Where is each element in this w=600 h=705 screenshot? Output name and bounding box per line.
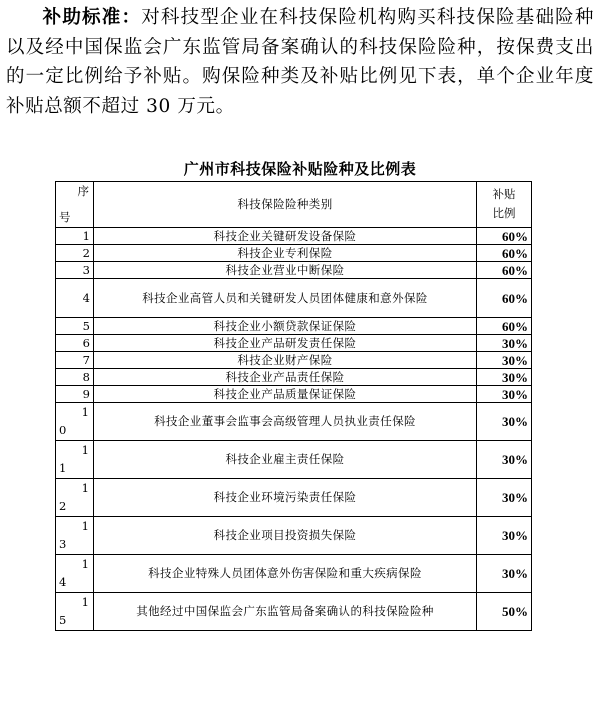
row-rate: 30% <box>477 517 532 555</box>
row-number <box>56 441 94 479</box>
row-rate: 30% <box>477 369 532 386</box>
table-row <box>56 335 532 352</box>
table-row <box>56 403 532 441</box>
row-rate: 30% <box>477 335 532 352</box>
row-number-bottom: 2 <box>59 499 67 513</box>
row-category: 科技企业特殊人员团体意外伤害保险和重大疾病保险 <box>94 555 477 593</box>
row-number: 7 <box>56 352 94 369</box>
row-category: 科技企业财产保险 <box>94 352 477 369</box>
row-number: 3 <box>56 262 94 279</box>
header-rate-top: 补贴 <box>492 188 516 201</box>
row-rate: 30% <box>477 386 532 403</box>
table-row <box>56 369 532 386</box>
row-category: 科技企业董事会监事会高级管理人员执业责任保险 <box>94 403 477 441</box>
row-rate: 60% <box>477 262 532 279</box>
row-number: 9 <box>56 386 94 403</box>
row-category: 其他经过中国保监会广东监管局备案确认的科技保险险种 <box>94 593 477 631</box>
row-rate: 50% <box>477 593 532 631</box>
subsidy-standard-label: 补助标准： <box>42 7 142 28</box>
row-number: 8 <box>56 369 94 386</box>
header-rate-bottom: 比例 <box>492 207 516 220</box>
row-category: 科技企业高管人员和关键研发人员团体健康和意外保险 <box>94 279 477 318</box>
row-number <box>56 593 94 631</box>
subsidy-rate-table <box>55 181 532 631</box>
table-row <box>56 441 532 479</box>
table-row <box>56 555 532 593</box>
row-rate: 30% <box>477 441 532 479</box>
table-row <box>56 262 532 279</box>
row-category: 科技企业产品质量保证保险 <box>94 386 477 403</box>
row-number <box>56 517 94 555</box>
row-number-bottom: 3 <box>59 537 67 551</box>
row-category: 科技企业产品责任保险 <box>94 369 477 386</box>
row-number: 5 <box>56 318 94 335</box>
row-rate: 60% <box>477 228 532 245</box>
row-category: 科技企业项目投资损失保险 <box>94 517 477 555</box>
row-number-top: 1 <box>81 481 89 495</box>
header-number-cell <box>56 182 94 228</box>
row-number: 1 <box>56 228 94 245</box>
table-row <box>56 245 532 262</box>
row-number <box>56 403 94 441</box>
row-number-bottom: 0 <box>59 423 67 437</box>
row-category: 科技企业营业中断保险 <box>94 262 477 279</box>
row-category: 科技企业专利保险 <box>94 245 477 262</box>
row-number: 4 <box>56 279 94 318</box>
row-number: 2 <box>56 245 94 262</box>
table-row <box>56 386 532 403</box>
row-number <box>56 479 94 517</box>
row-rate: 60% <box>477 318 532 335</box>
table-header-row <box>56 182 532 228</box>
table-row <box>56 517 532 555</box>
row-number-top: 1 <box>81 443 89 457</box>
row-number-top: 1 <box>81 595 89 609</box>
row-number-bottom: 4 <box>59 575 67 589</box>
row-number-bottom: 5 <box>59 613 67 627</box>
table-row <box>56 352 532 369</box>
row-number-bottom: 1 <box>59 461 67 475</box>
header-number-top: 序 <box>77 184 89 198</box>
table-row <box>56 318 532 335</box>
table-row <box>56 593 532 631</box>
header-number-bottom: 号 <box>59 210 71 224</box>
row-number-top: 1 <box>81 519 89 533</box>
row-rate: 60% <box>477 245 532 262</box>
row-rate: 60% <box>477 279 532 318</box>
table-row <box>56 479 532 517</box>
row-number-top: 1 <box>81 405 89 419</box>
row-number-top: 1 <box>81 557 89 571</box>
subsidy-paragraph <box>6 3 594 121</box>
row-rate: 30% <box>477 403 532 441</box>
row-rate: 30% <box>477 479 532 517</box>
row-number <box>56 555 94 593</box>
row-category: 科技企业环境污染责任保险 <box>94 479 477 517</box>
header-rate-cell <box>477 182 532 228</box>
row-category: 科技企业雇主责任保险 <box>94 441 477 479</box>
row-category: 科技企业小额贷款保证保险 <box>94 318 477 335</box>
table-title: 广州市科技保险补贴险种及比例表 <box>183 160 417 178</box>
row-category: 科技企业关键研发设备保险 <box>94 228 477 245</box>
subsidy-standard-text: 对科技型企业在科技保险机构购买科技保险基础险种以及经中国保监会广东监管局备案确认的科技保险险种，按保费支出的一定比例给予补贴。购保险种类及补贴比例见下表，单个企业年度补贴总额不超过 30 万元。 <box>6 7 594 117</box>
row-number: 6 <box>56 335 94 352</box>
table-row <box>56 279 532 318</box>
table-row <box>56 228 532 245</box>
header-category-cell: 科技保险险种类别 <box>94 182 477 228</box>
row-rate: 30% <box>477 352 532 369</box>
row-rate: 30% <box>477 555 532 593</box>
row-category: 科技企业产品研发责任保险 <box>94 335 477 352</box>
